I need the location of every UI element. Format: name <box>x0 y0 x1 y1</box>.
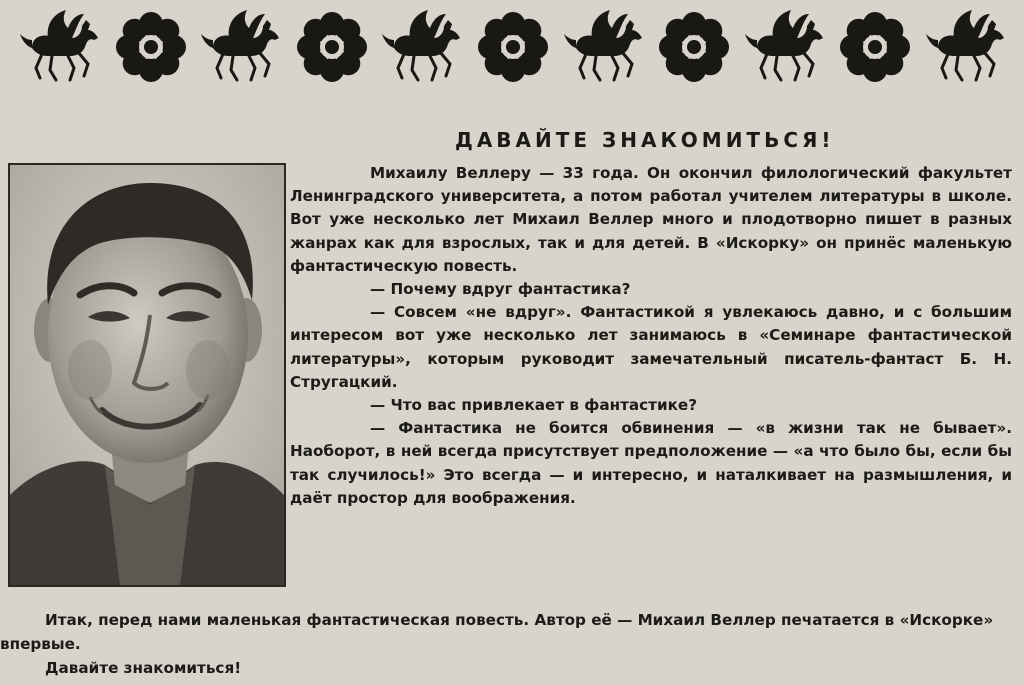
pegasus-icon <box>380 8 464 86</box>
article-answer: — Фантастика не боится обвинения — «в жизни так не бывает». Наоборот, в ней всегда присутствует предположение — «а что было бы, если бы так случилось!» Это всегда — и интересно, и наталкивает на размышления, и даёт простор для воображения. <box>290 419 1012 507</box>
portrait-illustration <box>10 165 284 585</box>
flower-icon <box>293 8 371 86</box>
article-body <box>290 162 1012 510</box>
pegasus-icon <box>743 8 827 86</box>
flower-icon <box>655 8 733 86</box>
pegasus-icon <box>562 8 646 86</box>
flower-icon <box>474 8 552 86</box>
closing-paragraph: Итак, перед нами маленькая фантастическая повесть. Автор её — Михаил Веллер печатается в «Искорке» впервые. <box>0 611 994 653</box>
pegasus-icon <box>924 8 1008 86</box>
flower-icon <box>112 8 190 86</box>
article-question: — Что вас привлекает в фантастике? <box>370 396 698 415</box>
article-answer: — Совсем «не вдруг». Фантастикой я увлекаюсь давно, и с большим интересом вот уже несколько лет занимаюсь в «Семинаре фантастической литературы», которым руководит замечательный писатель-фантаст Б. Н. Стругацкий. <box>290 303 1012 391</box>
article-closing <box>0 608 1015 680</box>
article-question: — Почему вдруг фантастика? <box>370 280 631 299</box>
page-title: ДАВАЙТЕ ЗНАКОМИТЬСЯ! <box>455 128 835 152</box>
pegasus-icon <box>199 8 283 86</box>
article-paragraph: Михаилу Веллеру — 33 года. Он окончил филологический факультет Ленинградского университета, а потом работал учителем литературы в школе. Вот уже несколько лет Михаил Веллер много и плодотворно пишет в разных жанрах как для взрослых, так и для детей. В «Искорку» он принёс маленькую фантастическую повесть. <box>290 164 1012 275</box>
portrait-photo <box>8 163 286 587</box>
flower-icon <box>836 8 914 86</box>
pegasus-icon <box>18 8 102 86</box>
ornament-border <box>18 6 1008 88</box>
closing-signoff: Давайте знакомиться! <box>45 659 242 677</box>
